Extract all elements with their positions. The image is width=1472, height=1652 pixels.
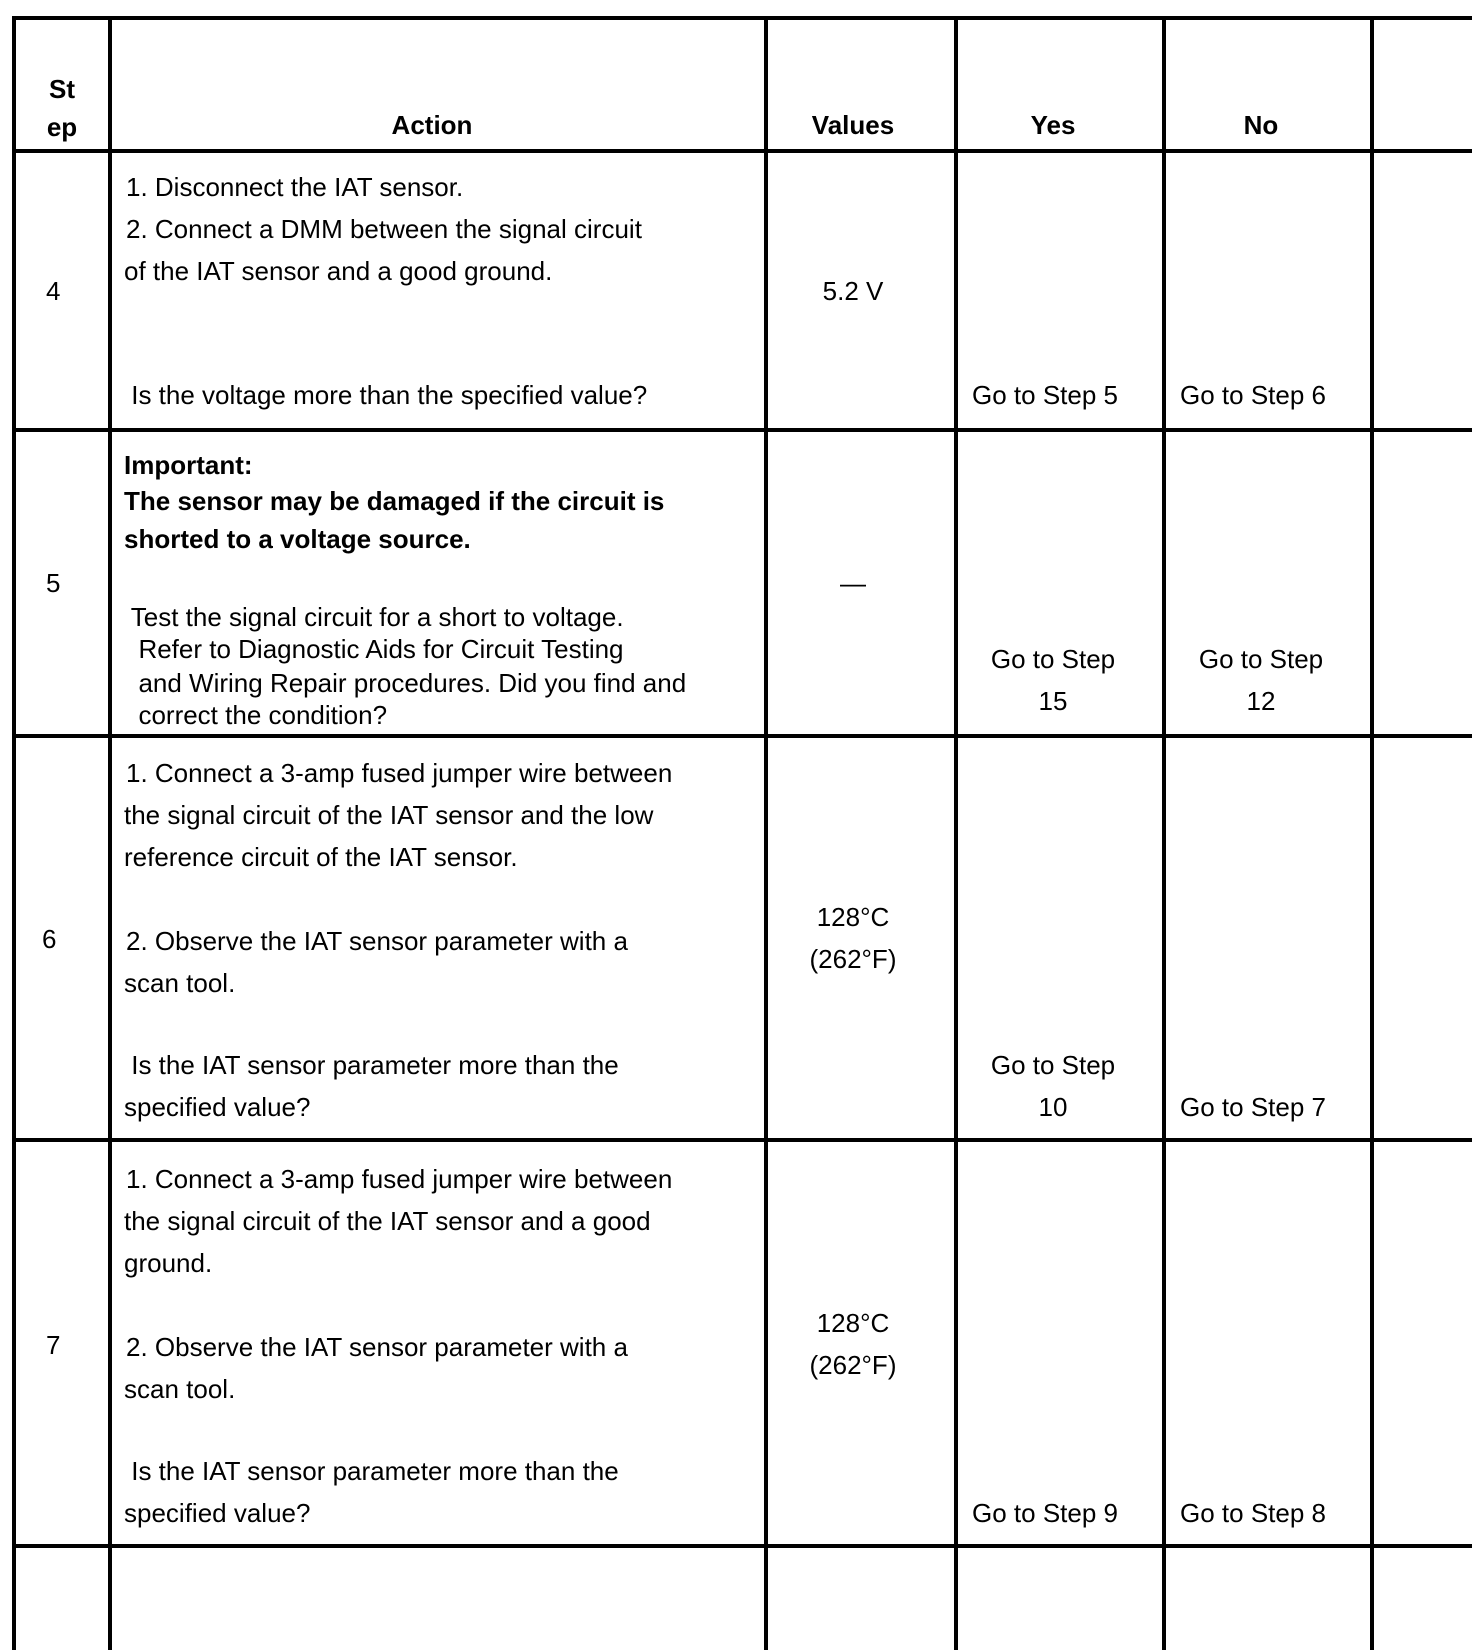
action-line: 1. Connect a 3-amp fused jumper wire between xyxy=(126,758,673,788)
header-values: Values xyxy=(811,110,895,140)
header-step-line1: St xyxy=(49,74,75,104)
table-border-bottom xyxy=(12,1544,1472,1548)
row-divider xyxy=(12,1138,1472,1142)
action-question: specified value? xyxy=(124,1092,311,1122)
action-line: and Wiring Repair procedures. Did you find and xyxy=(124,668,687,698)
header-no: No xyxy=(1243,110,1279,140)
important-label: Important: xyxy=(124,450,253,480)
action-question: specified value? xyxy=(124,1498,311,1528)
table-border-right xyxy=(1370,16,1374,1650)
step-number: 4 xyxy=(46,276,61,306)
diagnostic-table xyxy=(12,16,1472,1650)
action-line: Test the signal circuit for a short to voltage. xyxy=(124,602,624,632)
action-line: 2. Connect a DMM between the signal circuit xyxy=(126,214,642,244)
value-cell: (262°F) xyxy=(809,1350,897,1380)
value-cell: — xyxy=(840,568,866,598)
yes-cell: Go to Step 9 xyxy=(972,1498,1118,1528)
row-divider xyxy=(12,734,1472,738)
row-divider xyxy=(12,428,1472,432)
row-divider xyxy=(12,149,1472,153)
yes-cell: Go to Step 5 xyxy=(972,380,1118,410)
action-line: the signal circuit of the IAT sensor and a good xyxy=(124,1206,651,1236)
yes-cell: 15 xyxy=(1038,686,1068,716)
action-line: 1. Connect a 3-amp fused jumper wire between xyxy=(126,1164,673,1194)
column-divider xyxy=(1162,16,1166,1650)
no-cell: 12 xyxy=(1246,686,1276,716)
column-divider xyxy=(764,16,768,1650)
important-note: shorted to a voltage source. xyxy=(124,524,471,554)
action-line: the signal circuit of the IAT sensor and the low xyxy=(124,800,654,830)
value-cell: 128°C xyxy=(816,1308,890,1338)
action-line: 1. Disconnect the IAT sensor. xyxy=(126,172,464,202)
action-question: Is the voltage more than the specified value? xyxy=(124,380,648,410)
action-question: Is the IAT sensor parameter more than the xyxy=(124,1456,619,1486)
action-line: Refer to Diagnostic Aids for Circuit Testing xyxy=(124,634,624,664)
header-yes: Yes xyxy=(1030,110,1076,140)
value-cell: (262°F) xyxy=(809,944,897,974)
action-line: 2. Observe the IAT sensor parameter with a xyxy=(126,926,628,956)
value-cell: 5.2 V xyxy=(822,276,884,306)
action-line: correct the condition? xyxy=(124,700,388,730)
header-step-line2: ep xyxy=(46,112,78,142)
step-number: 6 xyxy=(42,924,57,954)
action-line: reference circuit of the IAT sensor. xyxy=(124,842,518,872)
column-divider xyxy=(108,16,112,1650)
no-cell: Go to Step xyxy=(1198,644,1324,674)
column-divider xyxy=(954,16,958,1650)
table-border-top xyxy=(12,16,1472,20)
action-line: of the IAT sensor and a good ground. xyxy=(124,256,553,286)
no-cell: Go to Step 6 xyxy=(1180,380,1326,410)
header-action: Action xyxy=(391,110,473,140)
action-line: 2. Observe the IAT sensor parameter with a xyxy=(126,1332,628,1362)
step-number: 5 xyxy=(46,568,61,598)
action-line: ground. xyxy=(124,1248,213,1278)
value-cell: 128°C xyxy=(816,902,890,932)
action-line: scan tool. xyxy=(124,1374,236,1404)
yes-cell: Go to Step xyxy=(990,1050,1116,1080)
important-note: The sensor may be damaged if the circuit is xyxy=(124,486,665,516)
action-question: Is the IAT sensor parameter more than the xyxy=(124,1050,619,1080)
no-cell: Go to Step 7 xyxy=(1180,1092,1326,1122)
yes-cell: Go to Step xyxy=(990,644,1116,674)
yes-cell: 10 xyxy=(1038,1092,1068,1122)
table-border-left xyxy=(12,16,16,1650)
step-number: 7 xyxy=(46,1330,61,1360)
action-line: scan tool. xyxy=(124,968,236,998)
no-cell: Go to Step 8 xyxy=(1180,1498,1326,1528)
